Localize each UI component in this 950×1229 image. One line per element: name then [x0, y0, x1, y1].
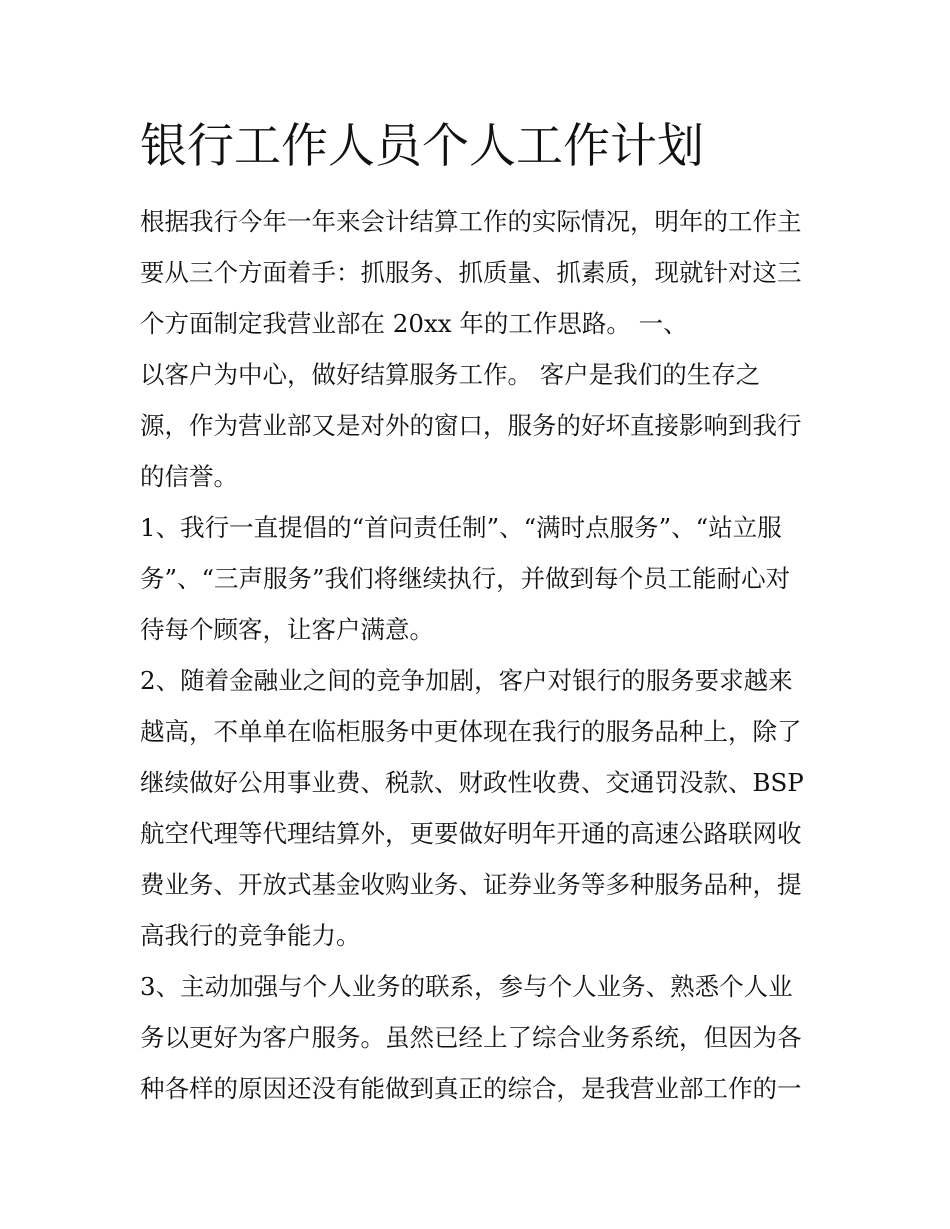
- body-line: 的信誉。: [140, 462, 238, 491]
- body-line: 务”、“三声服务”我们将继续执行，并做到每个员工能耐心对: [140, 564, 791, 593]
- body-line: 1、我行一直提倡的“首问责任制”、“满时点服务”、“站立服: [140, 513, 782, 542]
- body-line: 个方面制定我营业部在 20xx 年的工作思路。 一、: [140, 309, 688, 338]
- document-body: [140, 196, 840, 1114]
- body-line: 航空代理等代理结算外，更要做好明年开通的高速公路联网收: [140, 819, 802, 848]
- body-line: 3、主动加强与个人业务的联系，参与个人业务、熟悉个人业: [140, 972, 793, 1001]
- body-line: 要从三个方面着手：抓服务、抓质量、抓素质，现就针对这三: [140, 258, 802, 287]
- body-line: 种各样的原因还没有能做到真正的综合，是我营业部工作的一: [140, 1074, 802, 1103]
- body-line: 根据我行今年一年来会计结算工作的实际情况，明年的工作主: [140, 207, 802, 236]
- body-line: 待每个顾客，让客户满意。: [140, 615, 434, 644]
- body-line: 高我行的竞争能力。: [140, 921, 361, 950]
- body-line: 越高，不单单在临柜服务中更体现在我行的服务品种上，除了: [140, 717, 802, 746]
- body-line: 继续做好公用事业费、税款、财政性收费、交通罚没款、BSP: [140, 768, 804, 797]
- document-title: 银行工作人员个人工作计划: [140, 119, 704, 174]
- body-line: 务以更好为客户服务。虽然已经上了综合业务系统，但因为各: [140, 1023, 802, 1052]
- body-line: 源，作为营业部又是对外的窗口，服务的好坏直接影响到我行: [140, 411, 802, 440]
- body-line: 以客户为中心，做好结算服务工作。 客户是我们的生存之: [140, 360, 761, 389]
- body-line: 2、随着金融业之间的竞争加剧，客户对银行的服务要求越来: [140, 666, 793, 695]
- body-line: 费业务、开放式基金收购业务、证券业务等多种服务品种，提: [140, 870, 802, 899]
